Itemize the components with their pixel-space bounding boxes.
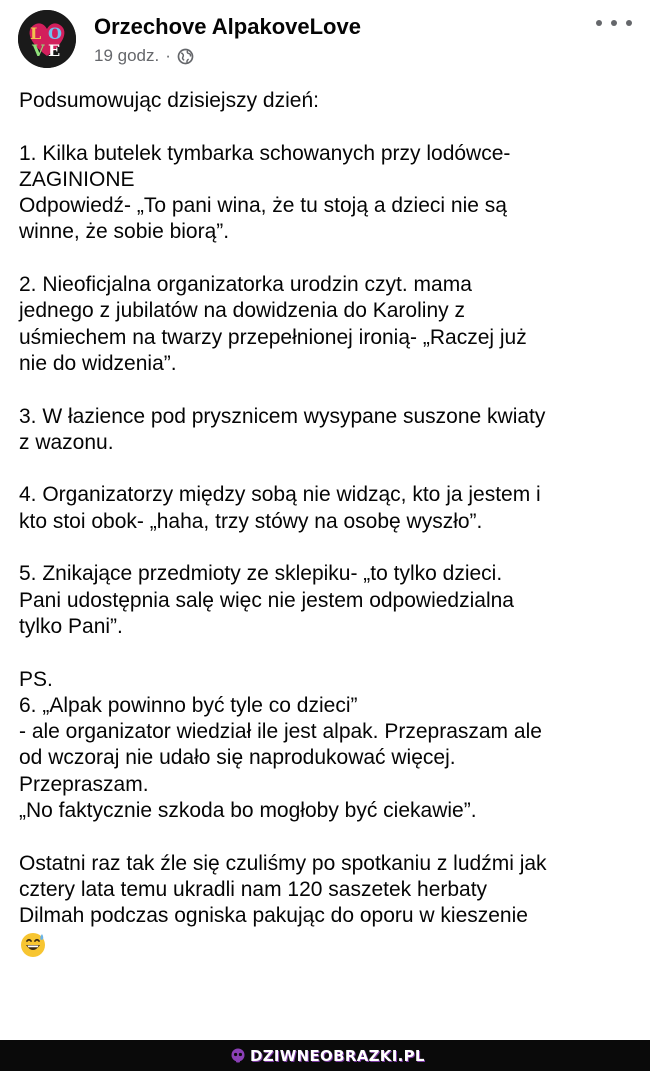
avatar-letters-lo: L — [30, 24, 42, 43]
post-text-line: 4. Organizatorzy między sobą nie widząc, kto ja jestem i — [19, 483, 541, 507]
post-text-line: winne, że sobie biorą”. — [19, 220, 230, 244]
svg-text:O: O — [48, 24, 62, 43]
post-text-line: - ale organizator wiedział ile jest alpak. Przepraszam ale — [19, 720, 542, 744]
watermark-bar — [0, 1040, 650, 1071]
post-meta — [94, 46, 194, 66]
paragraph-gap — [19, 456, 639, 482]
paragraph-gap — [19, 824, 639, 850]
post-text-line: cztery lata temu ukradli nam 120 saszetek herbaty — [19, 877, 488, 901]
svg-text:E: E — [48, 41, 61, 60]
paragraph-gap — [19, 246, 639, 272]
post-text-line: 2. Nieoficjalna organizatorka urodzin czyt. mama — [19, 273, 472, 297]
svg-text:V: V — [32, 41, 45, 60]
page-avatar[interactable] — [18, 10, 76, 68]
paragraph-gap — [19, 535, 639, 561]
globe-icon[interactable] — [177, 48, 194, 65]
post-text-line: Przepraszam. — [19, 772, 149, 796]
post-text-line: tylko Pani”. — [19, 614, 123, 638]
paragraph-gap — [19, 377, 639, 403]
post-text-line: 1. Kilka butelek tymbarka schowanych przy lodówce- — [19, 141, 511, 165]
author-name[interactable]: Orzechove AlpakoveLove — [94, 14, 361, 39]
post-header — [18, 10, 632, 70]
skull-icon — [230, 1048, 246, 1064]
paragraph-gap — [19, 640, 639, 666]
post-text-line: 5. Znikające przedmioty ze sklepiku- „to tylko dzieci. — [19, 562, 503, 586]
post-text-line: 3. W łazience pod prysznicem wysypane suszone kwiaty — [19, 404, 546, 428]
post-text — [19, 88, 639, 958]
post-text-line: Dilmah podczas ogniska pakując do oporu w kieszenie — [19, 904, 528, 928]
post-text-line: Ostatni raz tak źle się czuliśmy po spotkaniu z ludźmi jak — [19, 851, 547, 875]
more-options-icon[interactable] — [596, 12, 632, 34]
post-text-line: Pani udostępnia salę więc nie jestem odpowiedzialna — [19, 588, 514, 612]
post-text-line: Odpowiedź- „To pani wina, że tu stoją a dzieci nie są — [19, 194, 507, 218]
meta-separator: · — [165, 46, 171, 65]
paragraph-gap — [19, 114, 639, 140]
grinning-sweat-emoji-icon — [19, 930, 47, 958]
post-text-line: z wazonu. — [19, 430, 114, 454]
post-text-line: od wczoraj nie udało się naprodukować więcej. — [19, 746, 456, 770]
watermark-text: DZIWNEOBRAZKI.PL — [250, 1047, 425, 1065]
post-text-line: jednego z jubilatów na dowidzenia do Karoliny z — [19, 299, 465, 323]
watermark-brand — [230, 1046, 425, 1066]
post-text-line: kto stoi obok- „haha, trzy stówy na osobę wyszło”. — [19, 509, 483, 533]
post-text-line: „No faktycznie szkoda bo mogłoby być ciekawie”. — [19, 799, 477, 823]
post-text-line: 6. „Alpak powinno być tyle co dzieci” — [19, 693, 358, 717]
emoji-line — [19, 930, 639, 958]
post-text-line: PS. — [19, 667, 53, 691]
avatar-love-logo-icon — [18, 10, 76, 68]
post-timestamp[interactable]: 19 godz. — [94, 46, 160, 65]
post-text-line: ZAGINIONE — [19, 167, 135, 191]
post-text-line: Podsumowując dzisiejszy dzień: — [19, 89, 319, 112]
post-text-line: nie do widzenia”. — [19, 351, 177, 375]
post-text-line: uśmiechem na twarzy przepełnionej ironią- „Raczej już — [19, 325, 527, 349]
